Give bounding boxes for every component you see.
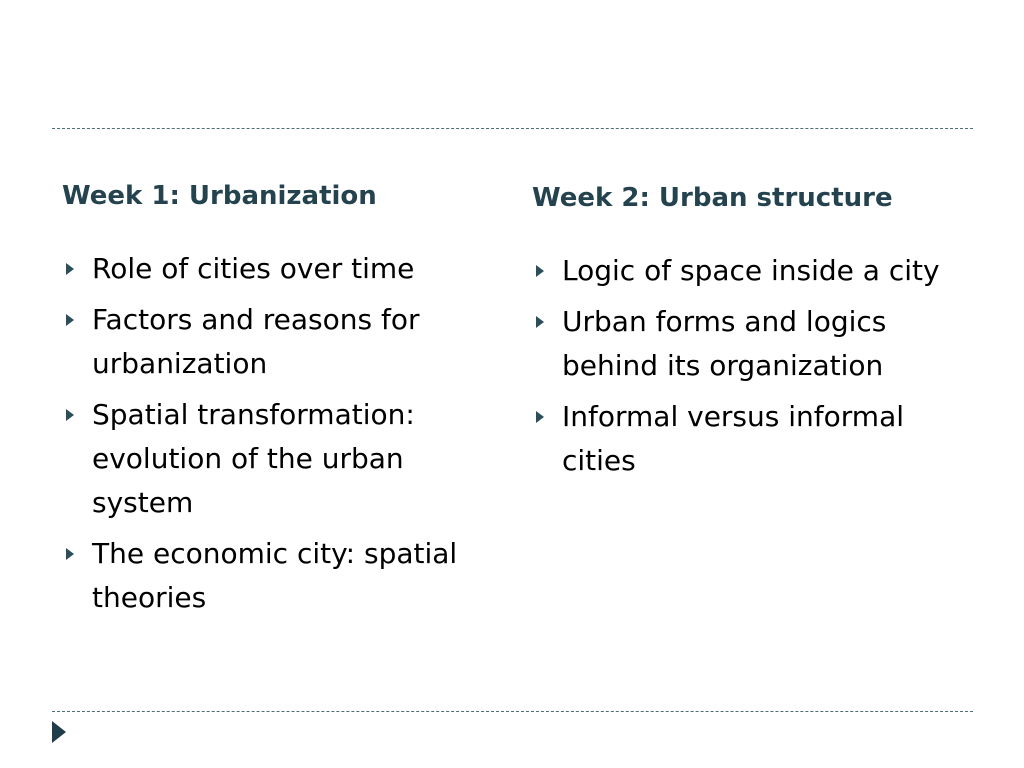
triangle-right-icon: [66, 548, 74, 560]
triangle-right-icon: [536, 316, 544, 328]
week-2-topic: [532, 395, 972, 483]
play-arrow-icon[interactable]: [52, 721, 66, 743]
week-1-topic: [62, 247, 502, 291]
triangle-right-icon: [66, 409, 74, 421]
triangle-right-icon: [536, 411, 544, 423]
week-2-column: [532, 176, 972, 490]
topic-text: Spatial transformation: evolution of the urban system: [92, 398, 415, 519]
week-2-topic: [532, 300, 972, 388]
topic-text: The economic city: spatial theories: [92, 537, 458, 614]
week-1-topic-list: [62, 247, 502, 620]
topic-text: Role of cities over time: [92, 252, 415, 285]
topic-text: Urban forms and logics behind its organization: [562, 305, 887, 382]
topic-text: Logic of space inside a city: [562, 254, 940, 287]
week-1-topic: [62, 298, 502, 386]
week-2-heading: Week 2: Urban structure: [532, 183, 893, 213]
topic-text: Factors and reasons for urbanization: [92, 303, 420, 380]
week-2-topic-list: [532, 249, 972, 483]
triangle-right-icon: [536, 265, 544, 277]
triangle-right-icon: [66, 263, 74, 275]
week-1-column: [62, 176, 502, 627]
week-1-topic: [62, 393, 502, 525]
topic-text: Informal versus informal cities: [562, 400, 905, 477]
week-2-topic: [532, 249, 972, 293]
bottom-divider: [52, 711, 973, 712]
week-1-heading: Week 1: Urbanization: [62, 181, 377, 211]
week-1-topic: [62, 532, 502, 620]
top-divider: [52, 128, 973, 129]
triangle-right-icon: [66, 314, 74, 326]
